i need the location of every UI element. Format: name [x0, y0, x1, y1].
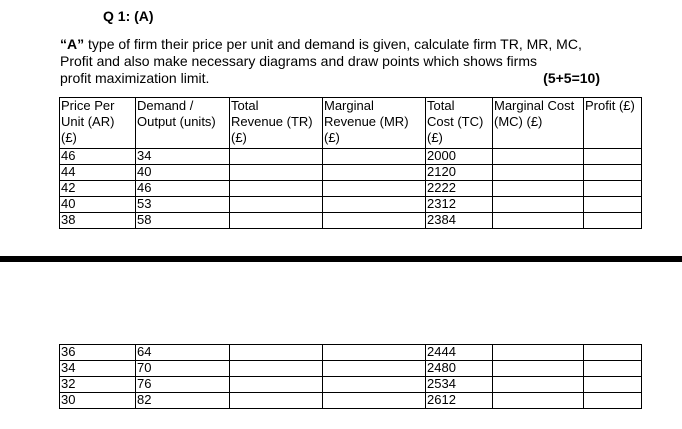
table-cell: 42 [60, 181, 136, 197]
table-cell: 2612 [426, 393, 493, 409]
table-cell: 53 [136, 197, 230, 213]
table-cell [323, 197, 426, 213]
table-row [60, 181, 642, 197]
table-cell: 2222 [426, 181, 493, 197]
table-row [60, 393, 642, 409]
marks-allocation: (5+5=10) [543, 70, 600, 86]
table-cell [323, 181, 426, 197]
table-cell [230, 197, 323, 213]
table-cell [584, 361, 642, 377]
table-row [60, 165, 642, 181]
table-cell: 40 [136, 165, 230, 181]
header-total-revenue: Total Revenue (TR) (£) [230, 98, 323, 149]
table-cell: 2444 [426, 345, 493, 361]
table-cell [584, 345, 642, 361]
table-cell [230, 377, 323, 393]
table-cell [230, 361, 323, 377]
table-cell: 58 [136, 213, 230, 229]
question-last-text: profit maximization limit. [60, 70, 210, 86]
table-cell [323, 393, 426, 409]
question-last-line [60, 70, 600, 87]
header-marginal-revenue: Marginal Revenue (MR) (£) [323, 98, 426, 149]
table-cell: 2534 [426, 377, 493, 393]
table-cell: 2120 [426, 165, 493, 181]
question-text [60, 36, 600, 87]
question-lead: “A” [60, 36, 85, 52]
table-cell [584, 393, 642, 409]
table-cell [493, 213, 584, 229]
header-total-cost: Total Cost (TC) (£) [426, 98, 493, 149]
table-cell [493, 345, 584, 361]
page-break-divider [0, 256, 682, 262]
header-demand-output: Demand / Output (units) [136, 98, 230, 149]
table-cell [230, 181, 323, 197]
table-cell [323, 361, 426, 377]
table-cell: 2312 [426, 197, 493, 213]
header-price-per-unit: Price Per Unit (AR) (£) [60, 98, 136, 149]
table-row [60, 197, 642, 213]
table-cell [584, 377, 642, 393]
question-body: type of firm their price per unit and demand is given, calculate firm TR, MR, MC, Profit and also make necessary diagrams and draw points which shows firms [60, 36, 582, 69]
data-table-bottom [59, 344, 642, 409]
table-cell: 64 [136, 345, 230, 361]
table-cell [230, 165, 323, 181]
table-cell [230, 213, 323, 229]
table-cell [493, 149, 584, 165]
header-profit: Profit (£) [584, 98, 642, 149]
table-cell: 34 [136, 149, 230, 165]
table-cell [493, 393, 584, 409]
header-marginal-cost: Marginal Cost (MC) (£) [493, 98, 584, 149]
table-cell [323, 213, 426, 229]
table-cell [584, 181, 642, 197]
table-cell [584, 149, 642, 165]
table-cell: 44 [60, 165, 136, 181]
question-title: Q 1: (A) [103, 8, 154, 24]
table-cell: 76 [136, 377, 230, 393]
table-row [60, 377, 642, 393]
table-cell [230, 149, 323, 165]
table-cell: 34 [60, 361, 136, 377]
table-cell [493, 197, 584, 213]
table-cell [493, 181, 584, 197]
table-cell: 46 [136, 181, 230, 197]
table-cell: 40 [60, 197, 136, 213]
data-table-top [59, 97, 642, 229]
table-row [60, 149, 642, 165]
table-cell: 30 [60, 393, 136, 409]
table-cell [323, 345, 426, 361]
table-cell [493, 377, 584, 393]
table-cell: 32 [60, 377, 136, 393]
table-header-row [60, 98, 642, 149]
table-cell [230, 393, 323, 409]
table-cell [493, 165, 584, 181]
table-cell [323, 149, 426, 165]
table-cell [323, 377, 426, 393]
table-cell [584, 165, 642, 181]
table-cell: 82 [136, 393, 230, 409]
table-cell: 38 [60, 213, 136, 229]
table-cell: 2384 [426, 213, 493, 229]
table-row [60, 345, 642, 361]
table-row [60, 213, 642, 229]
table-cell: 70 [136, 361, 230, 377]
table-cell [584, 213, 642, 229]
table-cell [493, 361, 584, 377]
table-cell [584, 197, 642, 213]
table-row [60, 361, 642, 377]
table-cell: 2000 [426, 149, 493, 165]
table-cell: 46 [60, 149, 136, 165]
table-cell [230, 345, 323, 361]
table-cell [323, 165, 426, 181]
table-cell: 2480 [426, 361, 493, 377]
table-cell: 36 [60, 345, 136, 361]
